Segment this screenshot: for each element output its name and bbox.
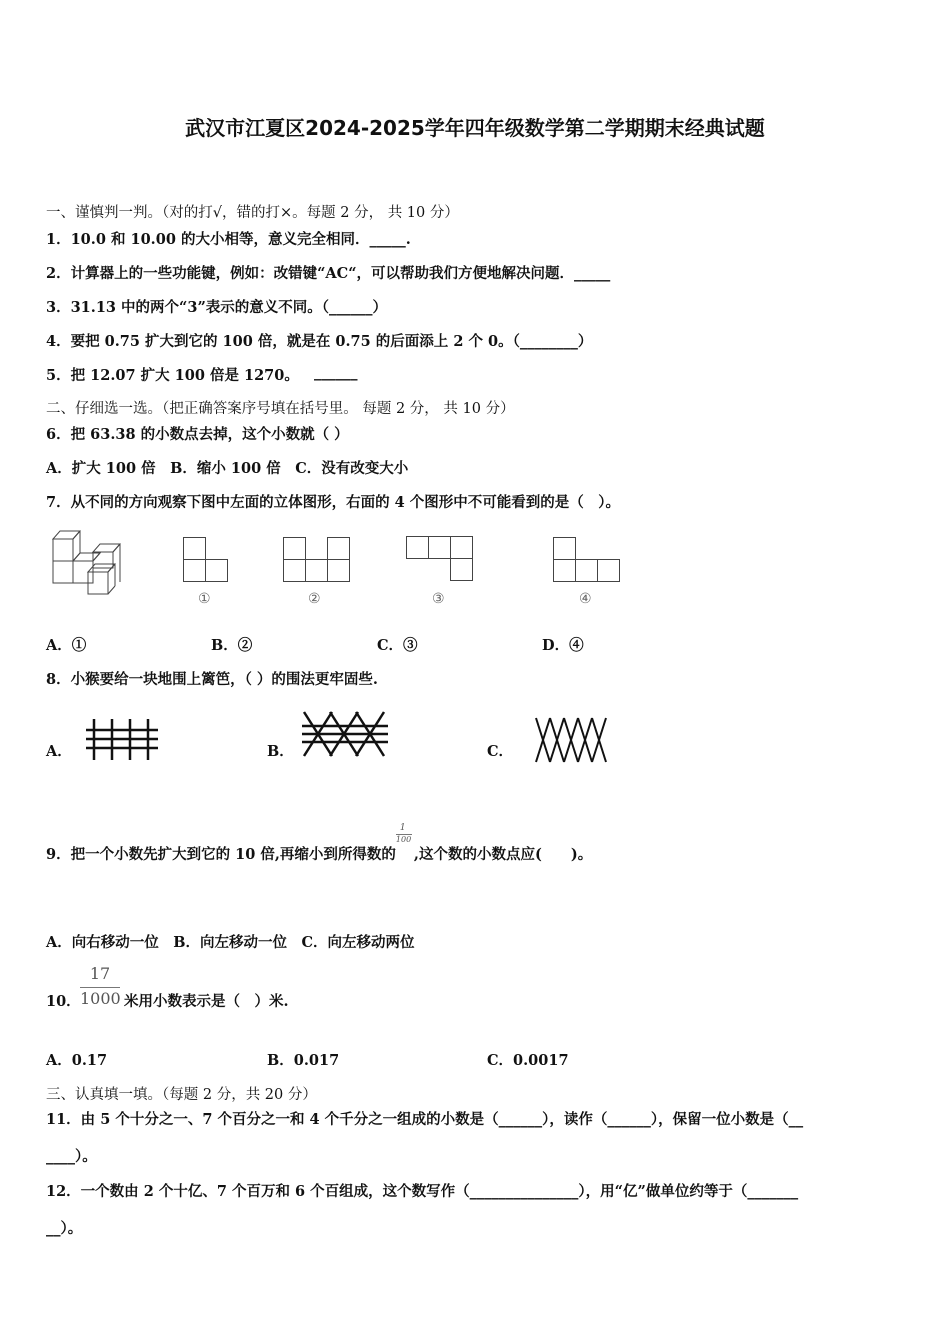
q7-caption-1: ① — [198, 591, 211, 607]
q7-caption-3: ③ — [432, 591, 445, 607]
section1-heading: 一、谨慎判一判。（对的打√，错的打×。每题 2 分， 共 10 分） — [46, 205, 459, 221]
q7-option-d: D．④ — [542, 637, 584, 654]
q7-caption-4: ④ — [579, 591, 592, 607]
question-3: 3．31.13 中的两个“3”表示的意义不同。（______） — [46, 299, 388, 316]
question-10: 米用小数表示是（ ）米. — [124, 993, 289, 1010]
q7-option-b: B．② — [211, 637, 253, 654]
section3-heading: 三、认真填一填。（每题 2 分，共 20 分） — [46, 1087, 317, 1103]
question-8: 8．小猴要给一块地围上篱笆，（ ）的围法更牢固些. — [46, 671, 378, 688]
q8-label-a: A． — [46, 743, 72, 760]
question-11-line-2: ____）。 — [46, 1148, 97, 1165]
question-1: 1．10.0 和 10.00 的大小相等，意义完全相同．_____. — [46, 231, 411, 248]
question-9-options: A．向右移动一位 B．向左移动一位 C．向左移动两位 — [46, 934, 415, 951]
q7-solid-figure — [50, 526, 130, 598]
question-5-blank: ______ — [314, 364, 358, 381]
question-10-number: 10． — [46, 993, 81, 1010]
q10-option-a: A．0.17 — [46, 1052, 108, 1069]
q10-option-b: B．0.017 — [267, 1052, 340, 1069]
q7-view-2 — [283, 537, 351, 583]
question-12-line-1: 12．一个数由 2 个十亿、7 个百万和 6 个百组成，这个数写作（_______________），用“亿”做单位约等于（_______ — [46, 1183, 799, 1200]
q9-text-before: 9．把一个小数先扩大到它的 10 倍,再缩小到所得数的 — [46, 846, 396, 863]
question-6: 6．把 63.38 的小数点去掉，这个小数就（ ） — [46, 426, 349, 443]
q7-option-c: C．③ — [377, 637, 418, 654]
q8-fence-a — [86, 718, 158, 762]
q10-fraction-denominator: 1000 — [80, 989, 121, 1008]
question-6-options: A．扩大 100 倍 B．缩小 100 倍 C．没有改变大小 — [46, 460, 409, 477]
question-11-line-1: 11．由 5 个十分之一、7 个百分之一和 4 个千分之一组成的小数是（______），读作（______），保留一位小数是（__ — [46, 1111, 804, 1128]
q8-fence-b — [302, 712, 388, 756]
question-4: 4．要把 0.75 扩大到它的 100 倍，就是在 0.75 的后面添上 2 个 0。（________） — [46, 333, 593, 350]
page-title: 武汉市江夏区2024-2025学年四年级数学第二学期期末经典试题 — [185, 116, 765, 140]
q7-caption-2: ② — [308, 591, 321, 607]
q10-option-c: C．0.0017 — [487, 1052, 569, 1069]
question-2: 2．计算器上的一些功能键，例如：改错键“AC“，可以帮助我们方便地解决问题．_____ — [46, 265, 611, 282]
q9-fraction-denominator: 100 — [395, 835, 412, 844]
question-5: 5．把 12.07 扩大 100 倍是 1270。 — [46, 367, 299, 384]
q9-text-after: ,这个数的小数点应( )。 — [413, 846, 593, 863]
q9-fraction-numerator: 1 — [399, 823, 406, 833]
q8-fence-c — [534, 718, 606, 762]
q7-view-3 — [406, 536, 474, 582]
q10-fraction-bar — [80, 987, 120, 988]
q9-fraction — [395, 823, 414, 859]
question-9 — [46, 823, 593, 864]
question-12-line-2: __）。 — [46, 1220, 83, 1237]
q8-label-c: C． — [487, 743, 514, 760]
q7-view-1 — [183, 537, 229, 583]
q7-view-4 — [553, 537, 621, 583]
question-7: 7．从不同的方向观察下图中左面的立体图形，右面的 4 个图形中不可能看到的是（ ）。 — [46, 494, 621, 511]
q7-option-a: A．① — [46, 637, 87, 654]
section2-heading: 二、仔细选一选。（把正确答案序号填在括号里。 每题 2 分， 共 10 分） — [46, 401, 515, 417]
q8-label-b: B． — [267, 743, 294, 760]
q10-fraction-numerator: 17 — [89, 964, 111, 983]
